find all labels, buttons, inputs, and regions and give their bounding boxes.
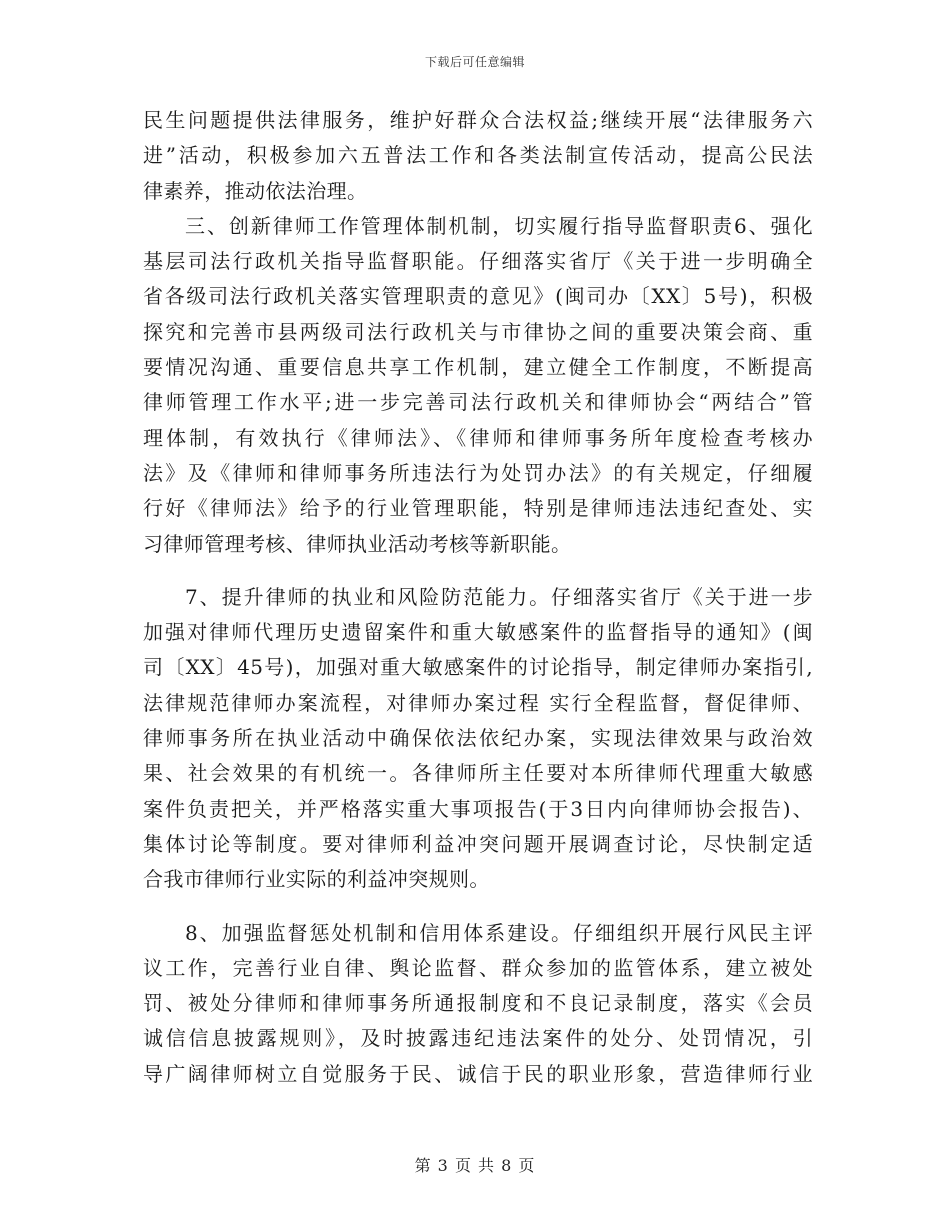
paragraph-gap bbox=[143, 898, 813, 916]
text-line: 行好《律师法》给予的行业管理职能，特别是律师违法违纪查处、实 bbox=[143, 496, 813, 521]
paragraph bbox=[143, 580, 813, 898]
text-line: 律师事务所在执业活动中确保依法依纪办案，实现法律效果与政治效 bbox=[143, 726, 813, 751]
text-line: 要情况沟通、重要信息共享工作机制，建立健全工作制度，不断提高 bbox=[143, 355, 813, 380]
text-line: 律素养，推动依法治理。 bbox=[143, 178, 368, 203]
text-line: 省各级司法行政机关落实管理职责的意见》(闽司办〔XX〕5号)，积极 bbox=[143, 284, 813, 309]
page-header: 下载后可任意编辑 bbox=[424, 55, 525, 69]
paragraph bbox=[143, 916, 813, 1092]
text-line: 民生问题提供法律服务，维护好群众合法权益;继续开展“法律服务六 bbox=[143, 108, 813, 132]
text-line: 7、提升律师的执业和风险防范能力。仔细落实省厅《关于进一步 bbox=[185, 584, 813, 609]
text-line: 集体讨论等制度。要对律师利益冲突问题开展调查讨论，尽快制定适 bbox=[143, 831, 813, 856]
text-line: 诚信信息披露规则》，及时披露违纪违法案件的处分、处罚情况，引 bbox=[143, 1026, 813, 1051]
text-line: 案件负责把关，并严格落实重大事项报告(于3日内向律师协会报告)、 bbox=[143, 796, 813, 821]
text-line: 习律师管理考核、律师执业活动考核等新职能。 bbox=[143, 531, 572, 556]
text-line: 司〔XX〕45号)，加强对重大敏感案件的讨论指导，制定律师办案指引, bbox=[143, 655, 813, 680]
text-line: 理体制，有效执行《律师法》、《律师和律师事务所年度检查考核办 bbox=[143, 425, 813, 450]
paragraph bbox=[143, 103, 813, 209]
text-line: 探究和完善市县两级司法行政机关与市律协之间的重要决策会商、重 bbox=[143, 319, 813, 344]
text-line: 基层司法行政机关指导监督职能。仔细落实省厅《关于进一步明确全 bbox=[143, 249, 813, 274]
text-line: 导广阔律师树立自觉服务于民、诚信于民的职业形象，营造律师行业 bbox=[143, 1061, 813, 1086]
text-line: 罚、被处分律师和律师事务所通报制度和不良记录制度，落实《会员 bbox=[143, 991, 813, 1016]
text-line: 议工作，完善行业自律、舆论监督、群众参加的监管体系，建立被处 bbox=[143, 955, 813, 980]
document-body bbox=[143, 103, 813, 1092]
paragraph bbox=[143, 209, 813, 562]
text-line: 法》及《律师和律师事务所违法行为处罚办法》的有关规定，仔细履 bbox=[143, 460, 813, 485]
paragraph-gap bbox=[143, 562, 813, 580]
text-line: 律师管理工作水平;进一步完善司法行政机关和律师协会“两结合”管 bbox=[143, 390, 813, 415]
text-line: 法律规范律师办案流程，对律师办案过程 实行全程监督，督促律师、 bbox=[143, 690, 813, 715]
text-line: 果、社会效果的有机统一。各律师所主任要对本所律师代理重大敏感 bbox=[143, 761, 813, 786]
text-line: 三、创新律师工作管理体制机制，切实履行指导监督职责6、强化 bbox=[185, 213, 813, 238]
text-line: 合我市律师行业实际的利益冲突规则。 bbox=[143, 867, 490, 892]
text-line: 8、加强监督惩处机制和信用体系建设。仔细组织开展行风民主评 bbox=[185, 920, 813, 945]
text-line: 进”活动，积极参加六五普法工作和各类法制宣传活动，提高公民法 bbox=[143, 143, 813, 168]
text-line: 加强对律师代理历史遗留案件和重大敏感案件的监督指导的通知》(闽 bbox=[143, 620, 813, 645]
page-footer: 第 3 页 共 8 页 bbox=[414, 1156, 536, 1175]
